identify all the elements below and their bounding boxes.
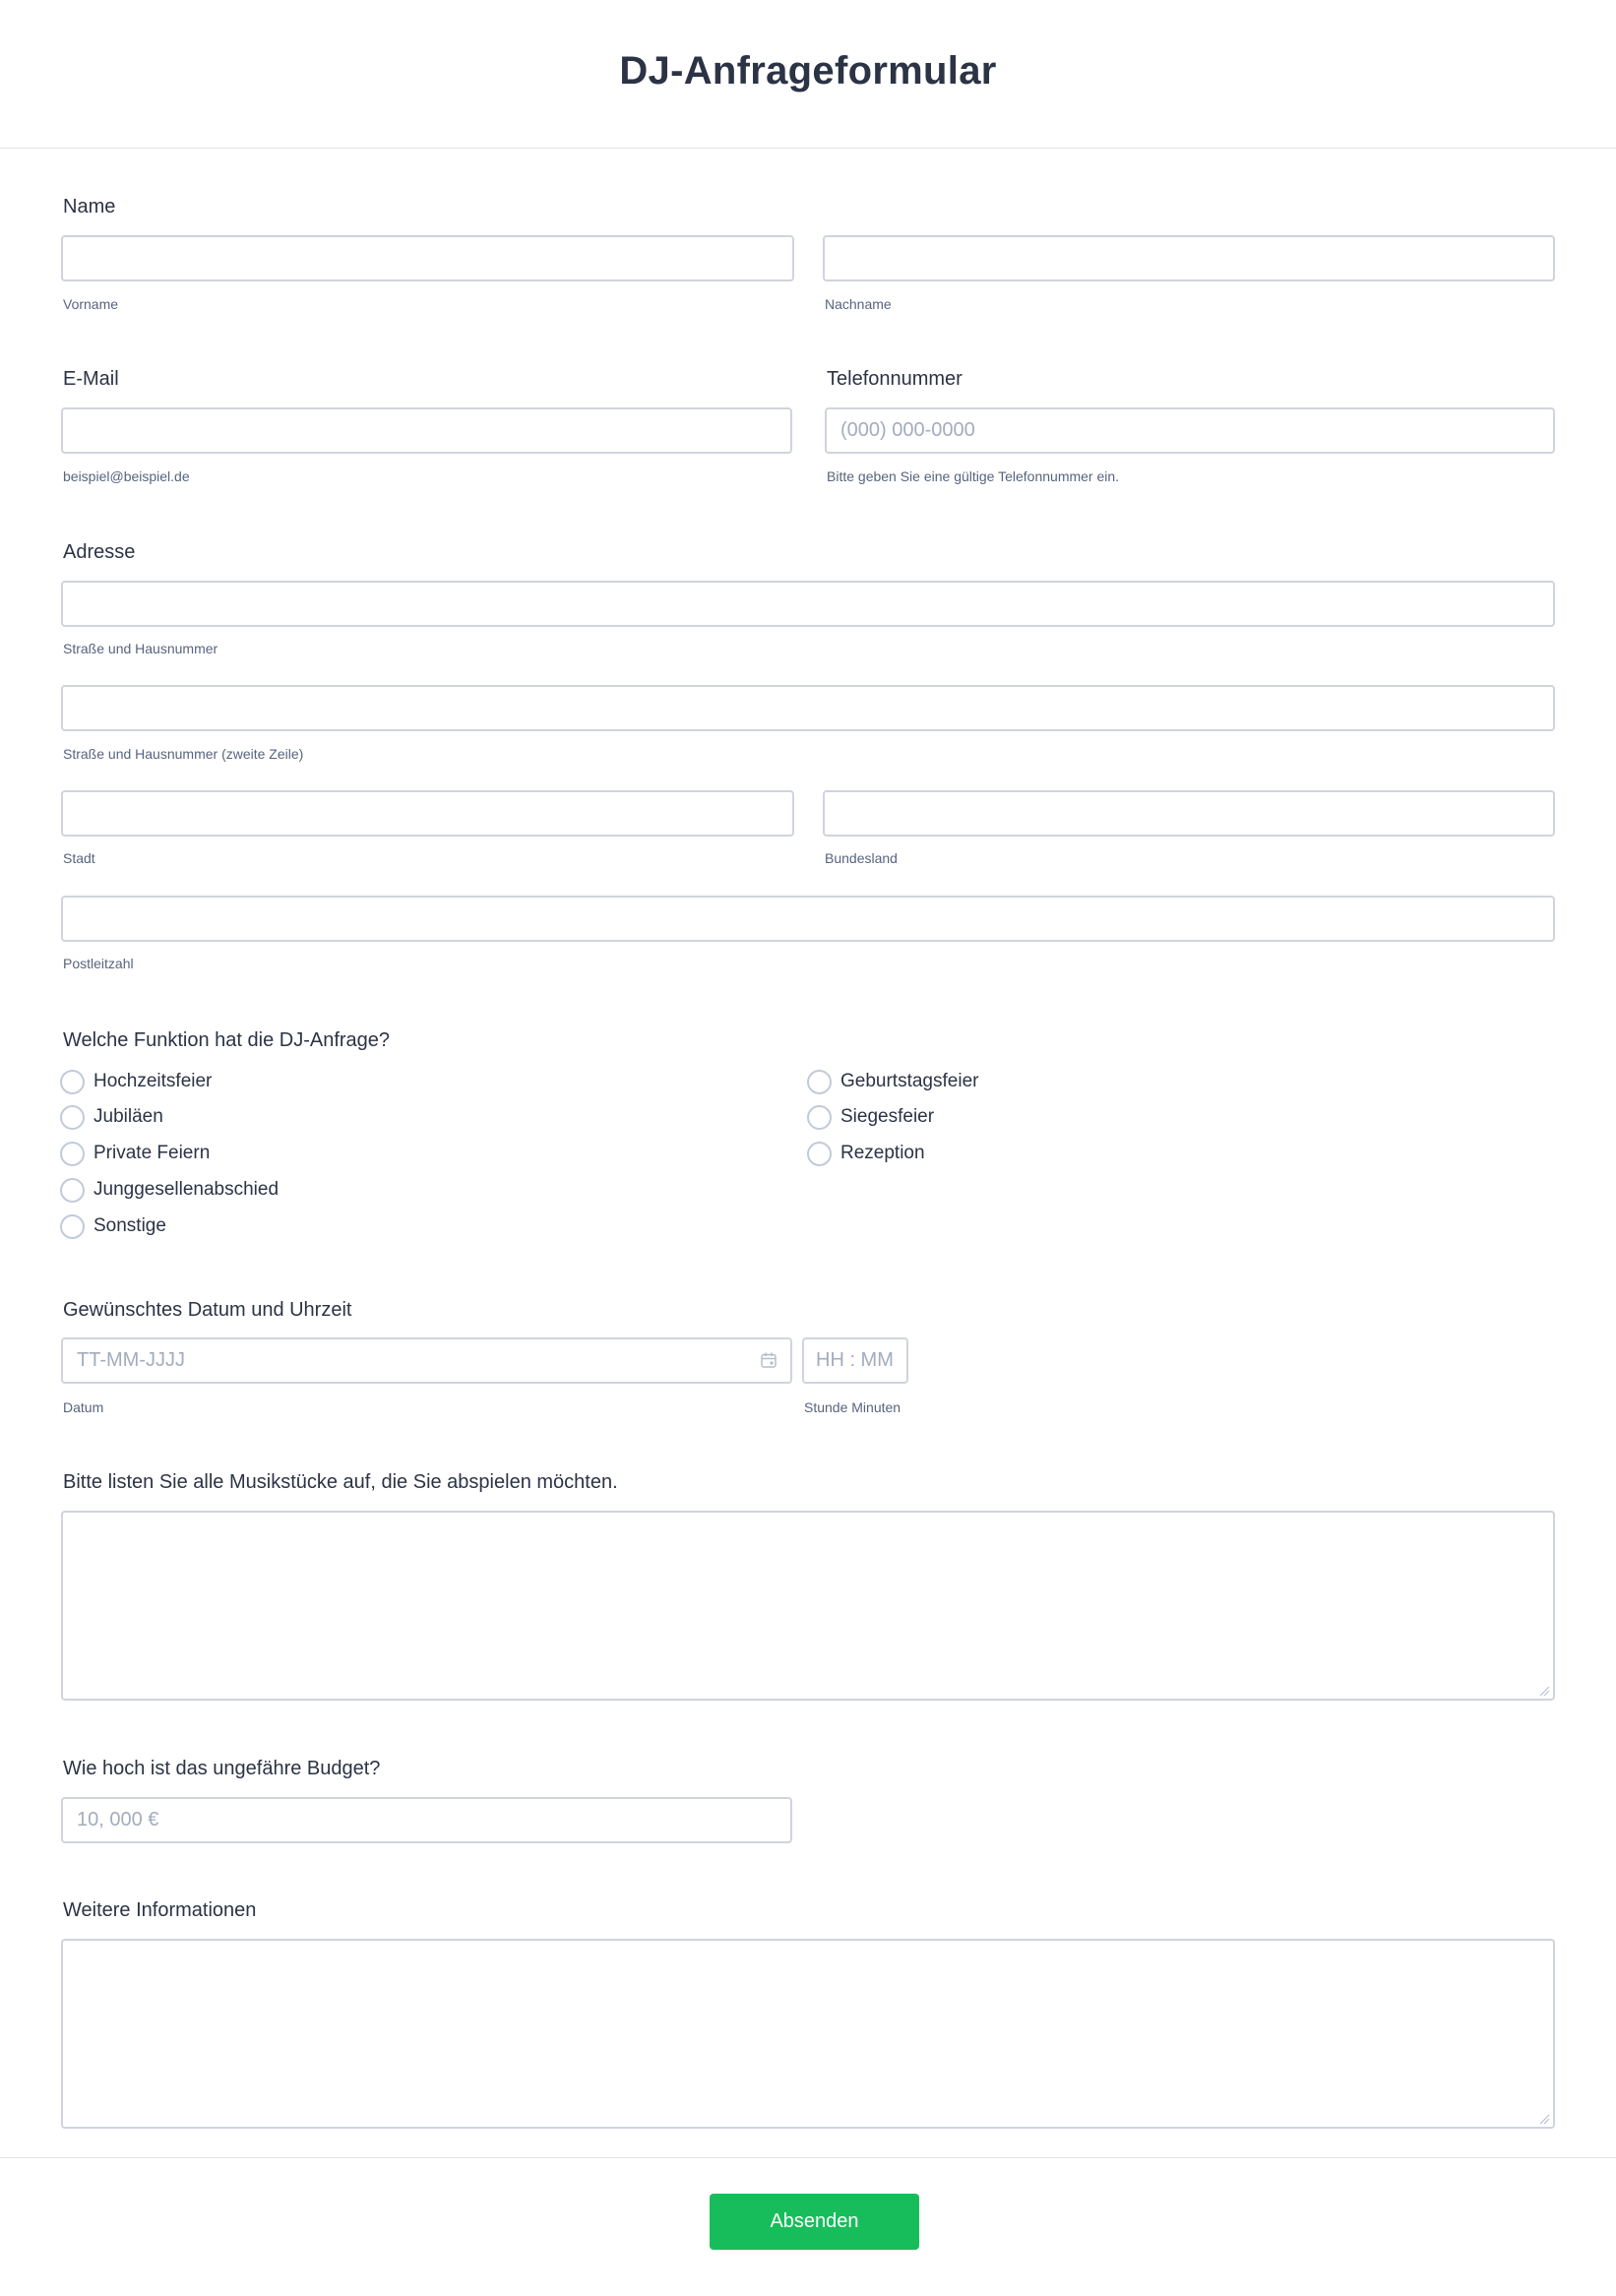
date-input[interactable] bbox=[61, 1337, 792, 1384]
datetime-label: Gewünschtes Datum und Uhrzeit bbox=[63, 1299, 352, 1321]
radio-button[interactable] bbox=[807, 1070, 832, 1094]
street-line1-sublabel: Straße und Hausnummer bbox=[63, 641, 218, 656]
radio-button[interactable] bbox=[60, 1142, 85, 1166]
radio-option-sonstige[interactable] bbox=[60, 1212, 166, 1240]
radio-button[interactable] bbox=[807, 1142, 832, 1166]
radio-button[interactable] bbox=[60, 1070, 85, 1094]
submit-button[interactable]: Absenden bbox=[710, 2194, 919, 2250]
radio-option-label: Jubiläen bbox=[93, 1106, 163, 1127]
radio-button[interactable] bbox=[60, 1178, 85, 1203]
city-sublabel: Stadt bbox=[63, 850, 95, 866]
state-sublabel: Bundesland bbox=[825, 850, 898, 866]
address-label: Adresse bbox=[63, 541, 136, 563]
radio-button[interactable] bbox=[60, 1214, 85, 1239]
radio-option-geburtstagsfeier[interactable] bbox=[807, 1068, 978, 1095]
radio-option-label: Geburtstagsfeier bbox=[840, 1071, 979, 1091]
radio-option-label: Junggesellenabschied bbox=[93, 1179, 280, 1200]
radio-option-jubilaeen[interactable] bbox=[60, 1103, 163, 1131]
radio-option-hochzeitsfeier[interactable] bbox=[60, 1068, 212, 1095]
city-input[interactable] bbox=[61, 790, 794, 837]
name-label: Name bbox=[63, 196, 116, 217]
email-sublabel: beispiel@beispiel.de bbox=[63, 468, 190, 484]
budget-input[interactable] bbox=[61, 1797, 792, 1843]
first-name-sublabel: Vorname bbox=[63, 296, 119, 312]
info-textarea[interactable] bbox=[61, 1939, 1555, 2129]
radio-option-rezeption[interactable] bbox=[807, 1140, 925, 1167]
street-line2-sublabel: Straße und Hausnummer (zweite Zeile) bbox=[63, 746, 304, 762]
songs-textarea[interactable] bbox=[61, 1511, 1555, 1701]
calendar-icon[interactable] bbox=[760, 1351, 777, 1369]
radio-option-label: Hochzeitsfeier bbox=[93, 1071, 213, 1091]
phone-input[interactable] bbox=[825, 407, 1555, 454]
radio-option-label: Rezeption bbox=[840, 1143, 925, 1163]
time-input[interactable] bbox=[802, 1337, 908, 1384]
zip-sublabel: Postleitzahl bbox=[63, 956, 134, 971]
state-input[interactable] bbox=[823, 790, 1555, 837]
form-header bbox=[0, 0, 1616, 149]
email-label: E-Mail bbox=[63, 368, 119, 390]
last-name-input[interactable] bbox=[823, 235, 1555, 281]
radio-option-label: Sonstige bbox=[93, 1215, 166, 1236]
phone-sublabel: Bitte geben Sie eine gültige Telefonnummer ein. bbox=[827, 468, 1120, 484]
budget-label: Wie hoch ist das ungefähre Budget? bbox=[63, 1758, 381, 1779]
radio-option-label: Siegesfeier bbox=[840, 1106, 935, 1127]
street-line1-input[interactable] bbox=[61, 581, 1555, 627]
last-name-sublabel: Nachname bbox=[825, 296, 892, 312]
function-label: Welche Funktion hat die DJ-Anfrage? bbox=[63, 1029, 391, 1051]
zip-input[interactable] bbox=[61, 896, 1555, 942]
phone-label: Telefonnummer bbox=[827, 368, 963, 390]
time-sublabel: Stunde Minuten bbox=[804, 1399, 901, 1415]
radio-option-private-feiern[interactable] bbox=[60, 1140, 210, 1167]
radio-button[interactable] bbox=[60, 1105, 85, 1130]
radio-button[interactable] bbox=[807, 1105, 832, 1130]
radio-option-label: Private Feiern bbox=[93, 1143, 211, 1163]
radio-option-junggesellenabschied[interactable] bbox=[60, 1176, 279, 1204]
radio-option-siegesfeier[interactable] bbox=[807, 1103, 934, 1131]
resize-handle-icon[interactable] bbox=[1538, 2113, 1550, 2125]
songs-label: Bitte listen Sie alle Musikstücke auf, die Sie abspielen möchten. bbox=[63, 1471, 618, 1493]
email-input[interactable] bbox=[61, 407, 792, 454]
form-title: DJ-Anfrageformular bbox=[619, 49, 997, 93]
info-label: Weitere Informationen bbox=[63, 1899, 257, 1921]
first-name-input[interactable] bbox=[61, 235, 794, 281]
date-sublabel: Datum bbox=[63, 1399, 104, 1415]
street-line2-input[interactable] bbox=[61, 685, 1555, 731]
resize-handle-icon[interactable] bbox=[1538, 1685, 1550, 1697]
